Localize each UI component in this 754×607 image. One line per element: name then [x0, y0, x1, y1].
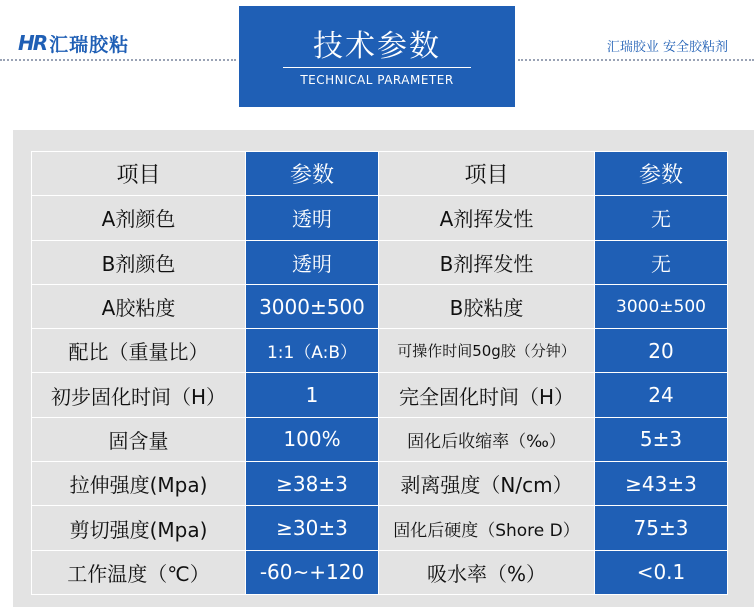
brand-name: 汇瑞胶粘: [49, 33, 130, 56]
header-item-left: 项目: [32, 152, 245, 195]
value-cell: 透明: [246, 196, 378, 239]
value-cell: 透明: [246, 241, 378, 284]
header-param-left: 参数: [246, 152, 378, 195]
item-cell: 拉伸强度(Mpa): [32, 462, 245, 505]
item-cell: 吸水率（%）: [379, 551, 594, 594]
item-cell: 可操作时间50g胶（分钟）: [379, 329, 594, 372]
header-dotted-line-right: [518, 59, 754, 61]
parameter-table: [31, 151, 728, 595]
value-cell: ≥30±3: [246, 506, 378, 549]
title-underline: [283, 67, 471, 68]
brand-mark-icon: HR: [18, 31, 47, 55]
value-cell: 5±3: [595, 418, 727, 461]
item-cell: B胶粘度: [379, 285, 594, 328]
value-cell: 1: [246, 373, 378, 416]
brand-logo: [18, 30, 129, 56]
item-cell: 固化后收缩率（‰）: [379, 418, 594, 461]
item-cell: B剂颜色: [32, 241, 245, 284]
header-param-right: 参数: [595, 152, 727, 195]
section-title-cn: 技术参数: [313, 29, 441, 64]
item-cell: A剂颜色: [32, 196, 245, 239]
section-title-en: TECHNICAL PARAMETER: [300, 73, 454, 87]
item-cell: 配比（重量比）: [32, 329, 245, 372]
value-cell: <0.1: [595, 551, 727, 594]
item-cell: 剪切强度(Mpa): [32, 506, 245, 549]
item-cell: B剂挥发性: [379, 241, 594, 284]
value-cell: 24: [595, 373, 727, 416]
value-cell: ≥43±3: [595, 462, 727, 505]
value-cell: 20: [595, 329, 727, 372]
header-item-right: 项目: [379, 152, 594, 195]
item-cell: 剥离强度（N/cm）: [379, 462, 594, 505]
item-cell: 完全固化时间（H）: [379, 373, 594, 416]
section-title-banner: [239, 6, 515, 107]
item-cell: 固化后硬度（Shore D）: [379, 506, 594, 549]
header-dotted-line-left: [0, 59, 236, 61]
value-cell: 无: [595, 196, 727, 239]
item-cell: 工作温度（℃）: [32, 551, 245, 594]
value-cell: 3000±500: [246, 285, 378, 328]
brand-slogan: 汇瑞胶业 安全胶粘剂: [606, 40, 728, 55]
item-cell: 固含量: [32, 418, 245, 461]
value-cell: ≥38±3: [246, 462, 378, 505]
value-cell: 无: [595, 241, 727, 284]
item-cell: A剂挥发性: [379, 196, 594, 239]
value-cell: 75±3: [595, 506, 727, 549]
value-cell: 3000±500: [595, 285, 727, 328]
value-cell: 1:1（A:B）: [246, 329, 378, 372]
value-cell: -60~+120: [246, 551, 378, 594]
value-cell: 100%: [246, 418, 378, 461]
item-cell: A胶粘度: [32, 285, 245, 328]
item-cell: 初步固化时间（H）: [32, 373, 245, 416]
